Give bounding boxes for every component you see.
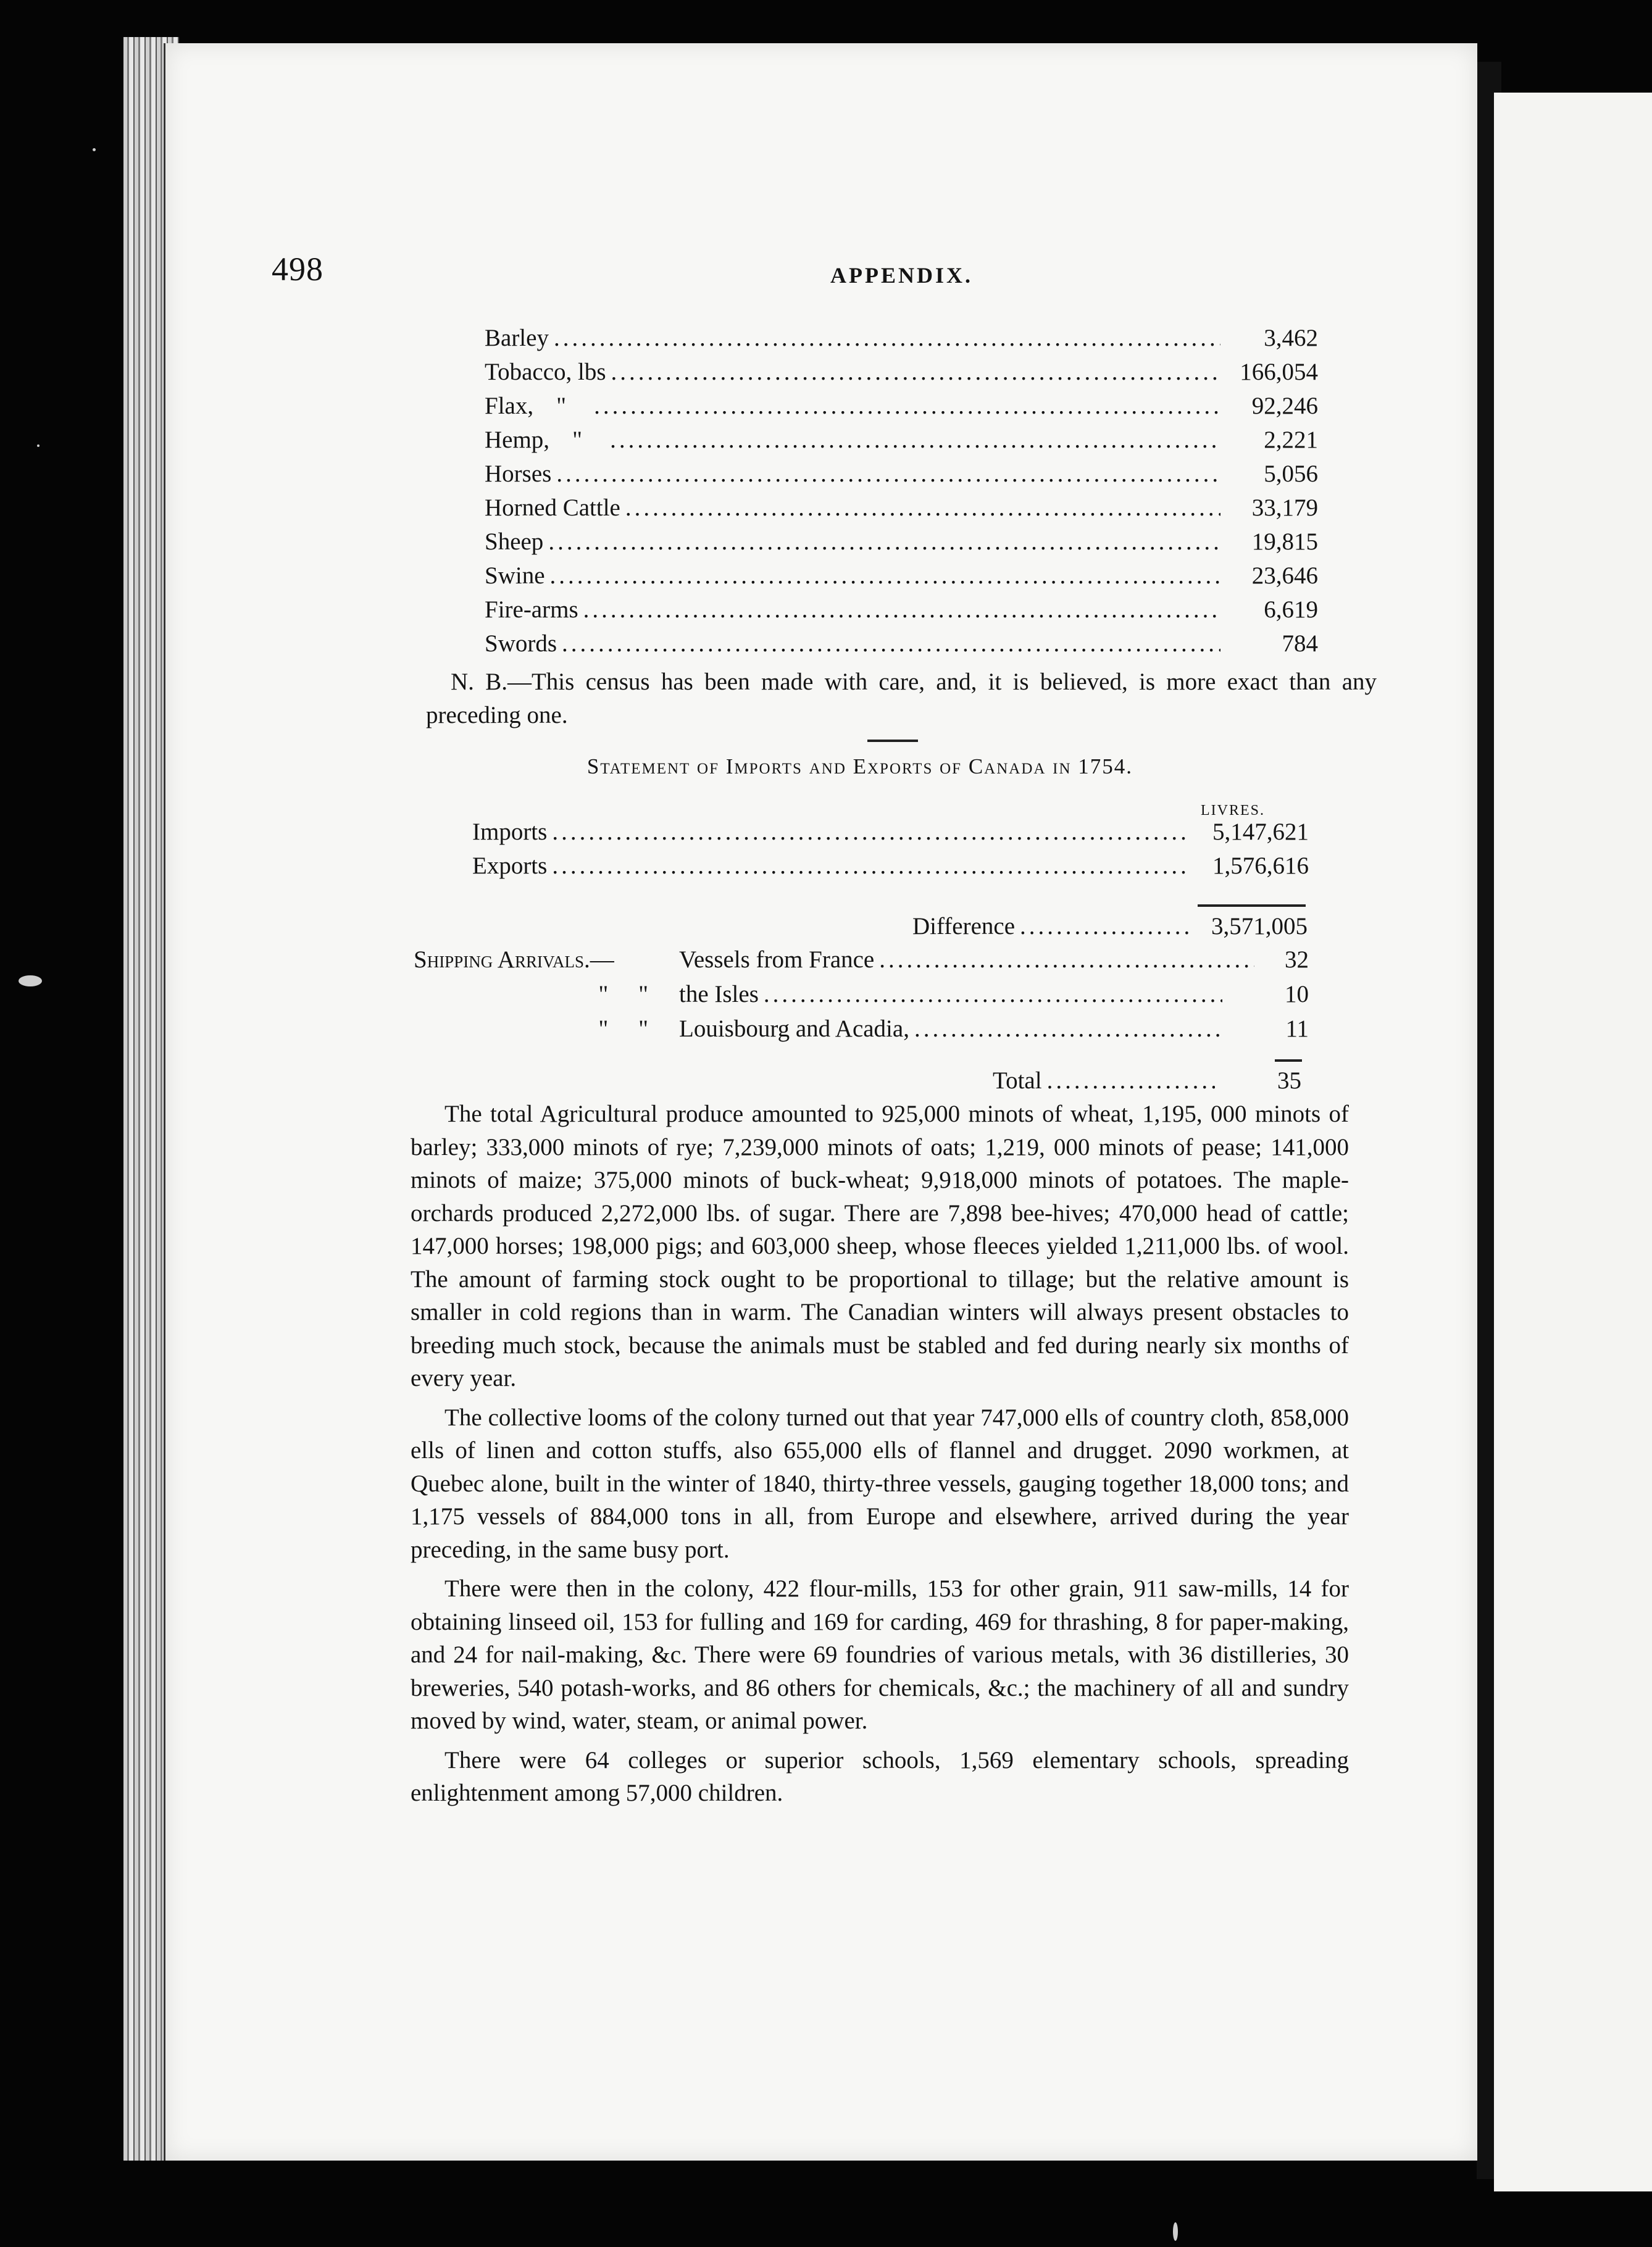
paragraph-looms: The collective looms of the colony turned out that year 747,000 ells of country cloth, 858,000 ells of linen and cotton stuffs, also 655,000 ells of flannel and drugget. 2090 workmen, at Quebec alone, built in the winter of 1840, thirty-three vessels, gauging together 18,000 tons; and 1,175 vessels of 884,000 tons in all, from Europe and elsewhere, arrived during the year preceding, in the same busy port. [411, 1404, 1349, 1563]
leader-dots [625, 494, 1220, 522]
census-item: Flax, [485, 393, 534, 419]
leader-dots [552, 818, 1190, 846]
census-item: Swine [485, 562, 545, 589]
leader-dots [562, 630, 1220, 657]
paragraph-schools: There were 64 colleges or superior schools, 1,569 elementary schools, spreading enlightenment among 57,000 children. [411, 1746, 1349, 1806]
census-value: 5,056 [1264, 461, 1318, 487]
census-row [485, 460, 1318, 494]
exports-value: 1,576,616 [1212, 853, 1309, 879]
census-row [485, 358, 1318, 392]
leader-dots [554, 324, 1220, 352]
scan-speck [37, 444, 40, 447]
unit-heading: LIVRES. [1201, 802, 1265, 819]
shipping-value: 11 [1285, 1015, 1309, 1042]
total-row [993, 1067, 1301, 1094]
leader-dots [556, 460, 1220, 488]
sum-rule [1198, 904, 1306, 907]
census-item: Horses [485, 461, 552, 487]
leader-dots [594, 392, 1220, 420]
census-row [485, 494, 1318, 528]
census-row [485, 324, 1318, 358]
census-value: 784 [1282, 630, 1318, 657]
facing-page-edge [1494, 93, 1652, 2191]
census-value: 23,646 [1251, 562, 1318, 589]
census-value: 2,221 [1264, 427, 1318, 453]
census-row [485, 562, 1318, 596]
shipping-item: the Isles [679, 981, 759, 1007]
shipping-row [414, 1015, 1309, 1049]
statement-title: Statement of Imports and Exports of Canada in 1754. [586, 754, 1133, 778]
difference-value: 3,571,005 [1211, 913, 1308, 940]
census-value: 166,054 [1240, 359, 1318, 385]
total-label: Total [993, 1067, 1042, 1094]
page-number: 498 [272, 251, 323, 288]
census-item: Tobacco, lbs [485, 359, 606, 385]
census-row [485, 426, 1318, 460]
census-value: 19,815 [1251, 528, 1318, 555]
leader-dots [548, 528, 1220, 556]
scan-speck [93, 148, 96, 151]
census-table [485, 324, 1318, 664]
leader-dots [583, 596, 1220, 623]
census-item: Barley [485, 325, 549, 351]
body-text [411, 1098, 1349, 1816]
shipping-item: Vessels from France [679, 946, 875, 973]
shipping-value: 32 [1285, 946, 1309, 973]
leader-dots [611, 358, 1220, 386]
scan-speck [19, 975, 42, 986]
note-text: N. B.—This census has been made with care, and, it is believed, is more exact than any preceding one. [426, 669, 1377, 728]
census-item: Hemp, [485, 427, 550, 453]
section-divider [867, 740, 918, 742]
census-row [485, 630, 1318, 664]
sum-rule [1275, 1059, 1302, 1062]
ditto-mark: " " [598, 981, 648, 1007]
exports-label: Exports [472, 853, 548, 879]
paragraph-agriculture: The total Agricultural produce amounted to 925,000 minots of wheat, 1,195, 000 minots of barley; 333,000 minots of rye; 7,239,000 minots of oats; 1,219, 000 minots of pease; 141,000 minots of maize; 375,000 minots of buck-wheat; 9,918,000 minots of potatoes. The maple-orchards produced 2,272,000 lbs. of sugar. There are 7,898 bee-hives; 470,000 head of cattle; 147,000 horses; 198,000 pigs; and 603,000 sheep, whose fleeces yielded 1,211,000 lbs. of wool. The amount of farming stock ought to be proportional to tillage; but the relative amount is smaller in cold regions than in warm. The Canadian winters will always present obstacles to breeding much stock, because the animals must be stabled and fed during nearly six months of every year. [411, 1101, 1349, 1391]
shipping-value: 10 [1285, 981, 1309, 1007]
running-title: APPENDIX. [830, 263, 973, 288]
ditto-mark: " [572, 427, 583, 453]
paragraph-mills: There were then in the colony, 422 flour-mills, 153 for other grain, 911 saw-mills, 14 for obtaining linseed oil, 153 for fulling and 169 for carding, 469 for thrashing, 8 for paper-making, and 24 for nail-making, &c. There were 69 foundries of various metals, with 36 distilleries, 30 breweries, 540 potash-works, and 86 others for chemicals, &c.; the machinery of all and sundry moved by wind, water, steam, or animal power. [411, 1575, 1349, 1734]
census-value: 92,246 [1251, 393, 1318, 419]
running-header [0, 250, 1652, 293]
leader-dots [764, 980, 1222, 1008]
census-row [485, 392, 1318, 426]
leader-dots [879, 946, 1254, 973]
census-item: Fire-arms [485, 596, 578, 623]
leader-dots [550, 562, 1221, 590]
census-value: 33,179 [1251, 494, 1318, 521]
difference-label: Difference [912, 913, 1015, 940]
census-item: Sheep [485, 528, 544, 555]
census-value: 6,619 [1264, 596, 1318, 623]
ditto-mark: " " [598, 1015, 648, 1042]
shipping-row [414, 946, 1309, 980]
shipping-label: Shipping Arrivals.— [414, 946, 614, 973]
census-note [426, 665, 1377, 732]
leader-dots [552, 852, 1190, 880]
census-value: 3,462 [1264, 325, 1318, 351]
leader-dots [1047, 1067, 1215, 1094]
census-item: Horned Cattle [485, 494, 620, 521]
shipping-arrivals [414, 946, 1309, 1049]
leader-dots [914, 1015, 1222, 1043]
shipping-row [414, 980, 1309, 1015]
leader-dots [1020, 912, 1188, 940]
imports-exports-table [472, 818, 1309, 886]
ditto-mark: " [556, 393, 567, 419]
exports-row [472, 852, 1309, 886]
scan-speck [1173, 2222, 1178, 2241]
census-row [485, 528, 1318, 562]
imports-label: Imports [472, 819, 548, 845]
difference-row [912, 912, 1308, 940]
imports-value: 5,147,621 [1212, 819, 1309, 845]
census-item: Swords [485, 630, 557, 657]
total-value: 35 [1277, 1067, 1301, 1094]
shipping-item: Louisbourg and Acadia, [679, 1015, 909, 1042]
census-row [485, 596, 1318, 630]
imports-row [472, 818, 1309, 852]
leader-dots [610, 426, 1220, 454]
